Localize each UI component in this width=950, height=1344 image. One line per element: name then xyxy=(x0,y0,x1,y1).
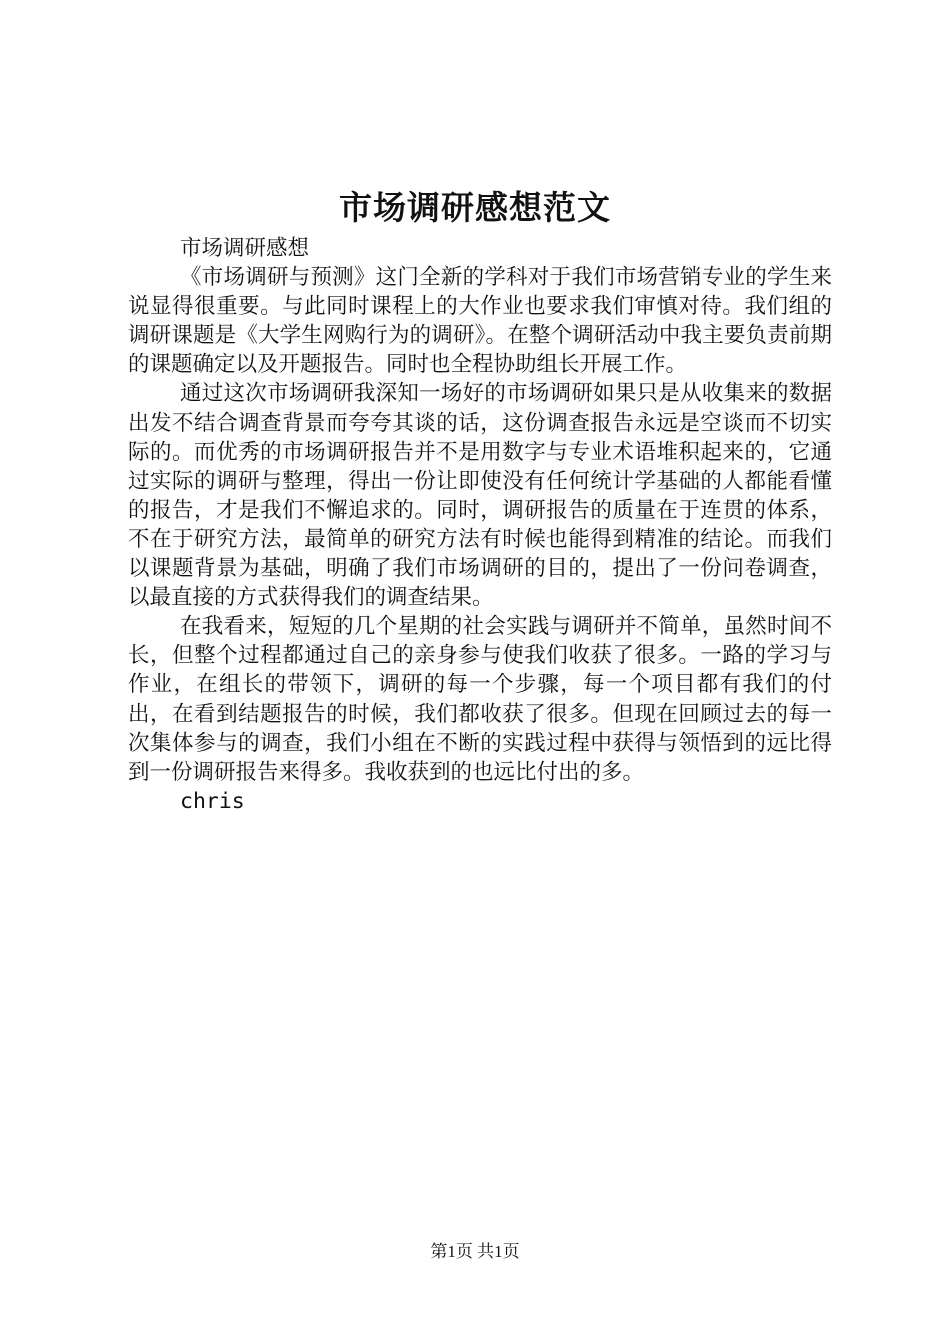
document-title: 市场调研感想范文 xyxy=(339,188,611,227)
signature: chris xyxy=(180,788,245,814)
page-footer: 第1页 共1页 xyxy=(430,1242,520,1261)
paragraph-2: 通过这次市场调研我深知一场好的市场调研如果只是从收集来的数据出发不结合调查背景而夸夸其谈的话，这份调查报告永远是空谈而不切实际的。而优秀的市场调研报告并不是用数字与专业术语堆积起来的，它通过实际的调研与整理，得出一份让即使没有任何统计学基础的人都能看懂的报告，才是我们不懈追求的。同时，调研报告的质量在于连贯的体系，不在于研究方法，最简单的研究方法有时候也能得到精准的结论。而我们以课题背景为基础，明确了我们市场调研的目的，提出了一份问卷调查，以最直接的方式获得我们的调查结果。 xyxy=(128,381,832,611)
document-subtitle: 市场调研感想 xyxy=(180,236,310,261)
paragraph-1: 《市场调研与预测》这门全新的学科对于我们市场营销专业的学生来说显得很重要。与此同时课程上的大作业也要求我们审慎对待。我们组的调研课题是《大学生网购行为的调研》。在整个调研活动中我主要负责前期的课题确定以及开题报告。同时也全程协助组长开展工作。 xyxy=(128,265,832,378)
document-body xyxy=(128,234,832,816)
paragraph-3: 在我看来，短短的几个星期的社会实践与调研并不简单，虽然时间不长，但整个过程都通过自己的亲身参与使我们收获了很多。一路的学习与作业，在组长的带领下，调研的每一个步骤，每一个项目都有我们的付出，在看到结题报告的时候，我们都收获了很多。但现在回顾过去的每一次集体参与的调查，我们小组在不断的实践过程中获得与领悟到的远比得到一份调研报告来得多。我收获到的也远比付出的多。 xyxy=(128,614,832,785)
